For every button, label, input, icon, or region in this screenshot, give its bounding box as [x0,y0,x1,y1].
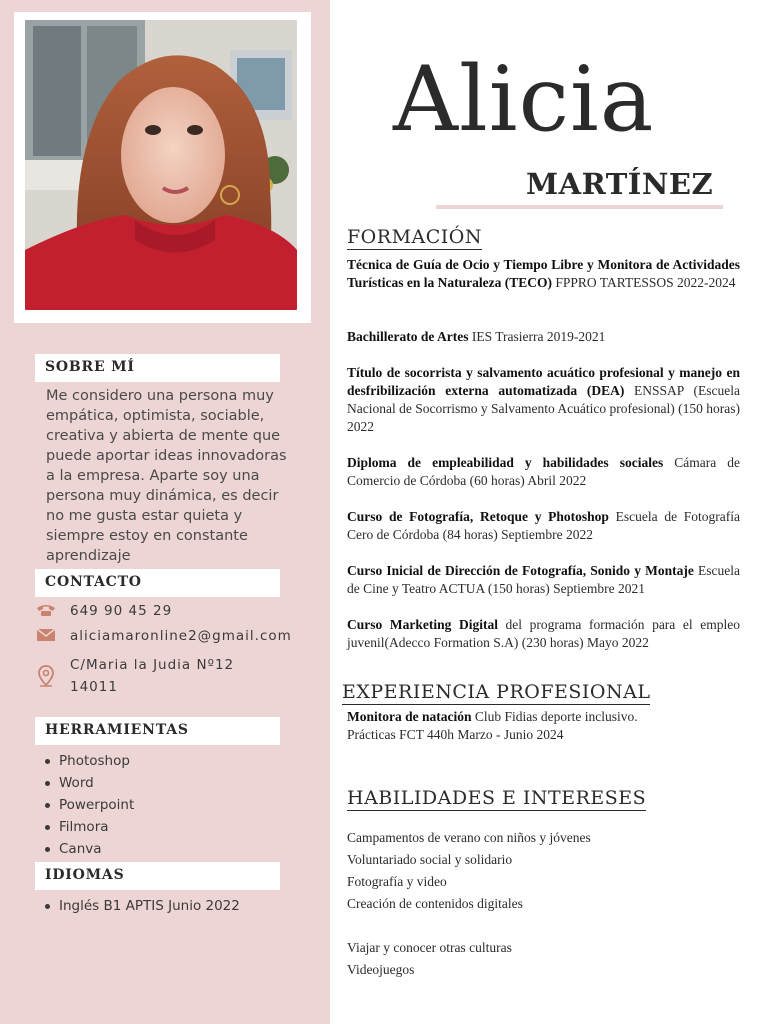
education-detail: ENSSAP (Escuela Nacional de Socorrismo y Salvamento Acuático profesional) (150 horas) 2022 [347,383,740,434]
experience-heading: EXPERIENCIA PROFESIONAL [342,681,651,703]
languages-list [44,895,240,917]
about-heading: SOBRE MÍ [35,354,280,382]
experience-period: Prácticas FCT 440h Marzo - Junio 2024 [347,727,564,742]
education-title: Curso de Fotografía, Retoque y Photoshop [347,509,609,524]
address-street: C/Maria la Judia Nº12 [70,657,235,673]
mail-icon [34,625,58,645]
phone-number: 649 90 45 29 [70,603,173,619]
email-link[interactable]: aliciamaronline2@gmail.com [70,628,292,644]
contact-email [34,625,292,647]
education-detail: Escuela de Fotografía Cero de Córdoba (84 horas) Septiembre 2022 [347,509,741,542]
contact-heading: CONTACTO [35,569,280,597]
skill-item: Creación de contenidos digitales [347,896,523,911]
education-detail: Cámara de Comercio de Córdoba (60 horas) Abril 2022 [347,455,741,488]
education-title: Bachillerato de Artes [347,329,469,344]
education-detail: del programa formación para el empleo juvenil(Adecco Formation S.A) (230 horas) Mayo 2022 [347,617,740,650]
education-detail: FPPRO TARTESSOS 2022-2024 [552,275,736,290]
experience-detail: Club Fidias deporte inclusivo. [471,709,638,724]
skills-list [347,827,591,981]
tool-item: Canva [44,838,134,860]
skills-heading: HABILIDADES E INTERESES [347,787,647,809]
skill-item: Videojuegos [347,962,415,977]
skill-item: Fotografía y video [347,874,447,889]
phone-icon [34,600,58,620]
location-pin-icon [34,654,58,698]
education-item [347,562,740,598]
tools-heading: HERRAMIENTAS [35,717,280,745]
contact-phone [34,600,172,622]
skill-item: Voluntariado social y solidario [347,852,513,867]
first-name: Alicia [393,47,655,152]
tool-item: Filmora [44,816,134,838]
skill-item: Campamentos de verano con niños y jóvenes [347,830,591,845]
left-sidebar [0,0,330,1024]
education-title: Curso Inicial de Dirección de Fotografía, Sonido y Montaje [347,563,694,578]
about-text: Me considero una persona muy empática, optimista, sociable, creativa y abierta de mente que puede aportar ideas innovadoras a la empresa. Aparte soy una persona muy dinámica, es decir no me gusta estar quieta y siempre estoy en constante aprendizaje [46,388,287,564]
name-divider [436,205,723,209]
education-item [347,508,740,544]
education-item [347,616,740,652]
experience-title: Monitora de natación [347,709,472,724]
contact-address [34,654,234,698]
address-postcode: 14011 [70,679,118,695]
tools-list [44,750,134,860]
education-item [347,256,740,292]
profile-photo [25,20,297,310]
languages-heading: IDIOMAS [35,862,280,890]
tool-item: Powerpoint [44,794,134,816]
education-detail: Escuela de Cine y Teatro ACTUA (150 horas) Septiembre 2021 [347,563,740,596]
education-detail: IES Trasierra 2019-2021 [468,329,606,344]
education-title: Técnica de Guía de Ocio y Tiempo Libre y Monitora de Actividades Turísticas en la Naturaleza (TECO) [347,257,740,290]
address [70,654,234,698]
language-item: Inglés B1 APTIS Junio 2022 [44,895,240,917]
education-title: Curso Marketing Digital [347,617,498,632]
education-title: Título de socorrista y salvamento acuático profesional y manejo en desfribilización externa automatizada (DEA) [347,365,740,398]
skill-item: Viajar y conocer otras culturas [347,940,512,955]
education-title: Diploma de empleabilidad y habilidades sociales [347,455,664,470]
education-heading: FORMACIÓN [347,226,482,248]
experience-item [347,708,740,744]
last-name: MARTÍNEZ [526,167,714,201]
tool-item: Word [44,772,134,794]
education-item [347,328,740,346]
education-item [347,454,740,490]
tool-item: Photoshop [44,750,134,772]
education-item [347,364,740,436]
skill-spacer [347,915,591,937]
